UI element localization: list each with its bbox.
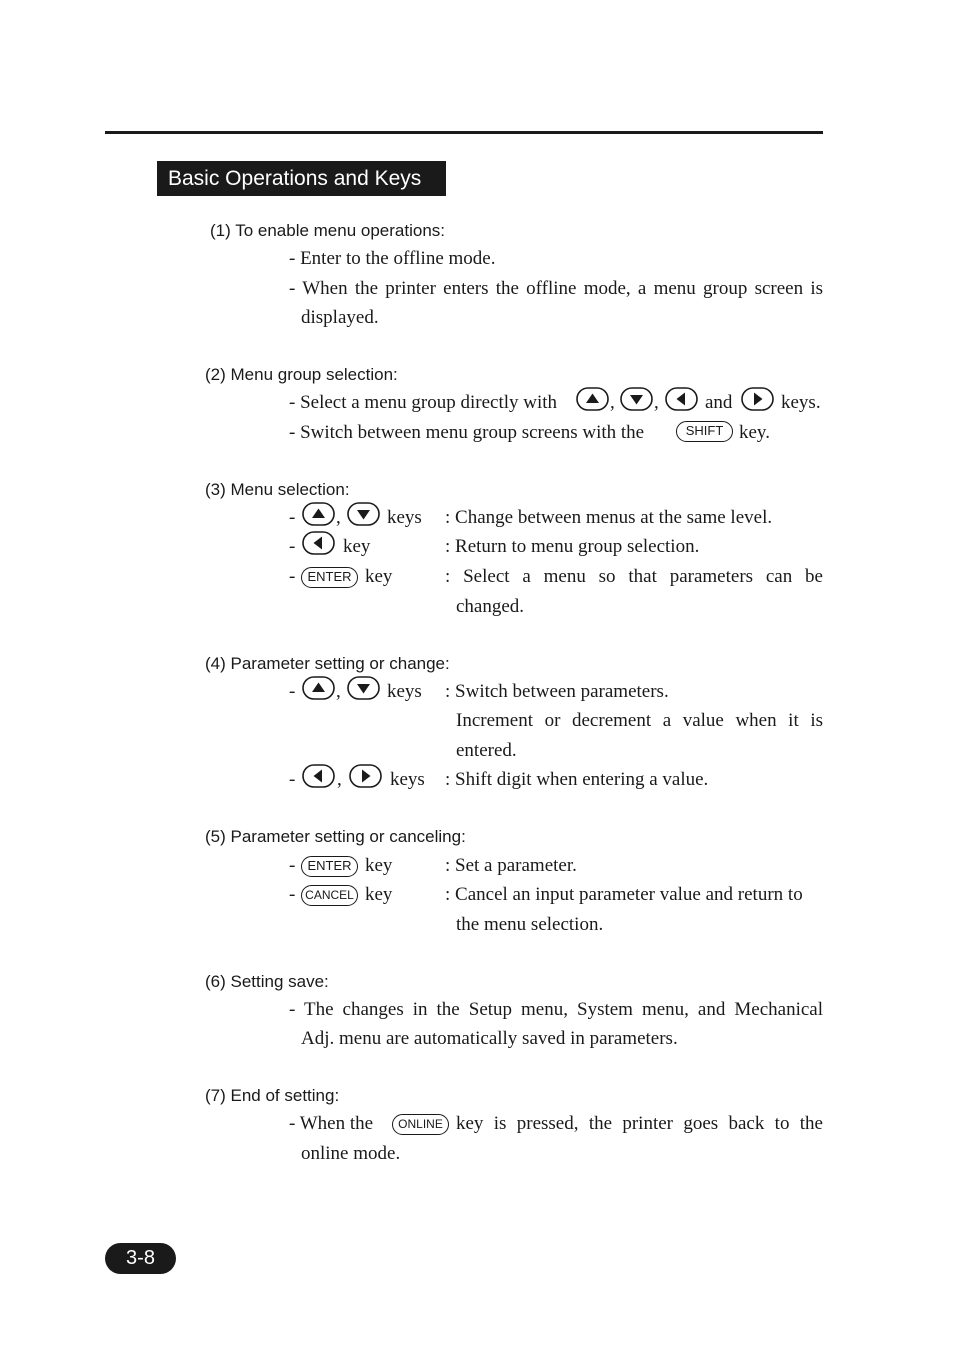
s3-dash-3: - (289, 566, 296, 587)
s5-desc-2: : Cancel an input parameter value and return to (445, 884, 803, 905)
up-arrow-key-icon (302, 676, 336, 701)
s2-keys: keys. (781, 392, 821, 413)
heading-6: (6) Setting save: (205, 972, 329, 991)
s3-key-2: key (343, 536, 371, 557)
s2-line-1: - Select a menu group directly with (289, 392, 558, 413)
s5-dash-2: - (289, 884, 296, 905)
shift-key-icon: SHIFT (676, 421, 733, 442)
s3-desc-3: : Select a menu so that parameters can be (445, 566, 823, 587)
s2-and: and (705, 392, 733, 413)
down-arrow-key-icon (347, 676, 381, 701)
enter-key-icon: ENTER (301, 567, 358, 588)
s5-dash-1: - (289, 855, 296, 876)
s7-line-2: online mode. (301, 1143, 401, 1164)
down-arrow-key-icon (620, 387, 654, 412)
s5-desc-1: : Set a parameter. (445, 855, 577, 876)
s3-desc-3b: changed. (456, 596, 525, 617)
header-rule (105, 131, 823, 134)
s4-desc-1: : Switch between parameters. (445, 681, 669, 702)
s4-dash-1: - (289, 681, 296, 702)
left-arrow-key-icon (665, 387, 699, 412)
page-number: 3-8 (105, 1243, 176, 1274)
s7-line-1a: - When the (289, 1113, 374, 1134)
s2-comma-1: , (610, 392, 615, 413)
s4-keys-2: keys (390, 769, 425, 790)
s3-desc-2: : Return to menu group selection. (445, 536, 700, 557)
up-arrow-key-icon (302, 502, 336, 527)
up-arrow-key-icon (576, 387, 610, 412)
s5-key-2: key (365, 884, 393, 905)
right-arrow-key-icon (741, 387, 775, 412)
enter-key-icon: ENTER (301, 856, 358, 877)
cancel-key-icon: CANCEL (301, 885, 358, 906)
s2-line-2: - Switch between menu group screens with the (289, 422, 645, 443)
s4-desc-2: : Shift digit when entering a value. (445, 769, 709, 790)
online-key-icon: ONLINE (392, 1114, 449, 1135)
s7-line-1b: key is pressed, the printer goes back to the (456, 1113, 823, 1134)
s6-line-2: Adj. menu are automatically saved in parameters. (301, 1028, 678, 1049)
s4-keys-1: keys (387, 681, 422, 702)
heading-7: (7) End of setting: (205, 1086, 340, 1105)
s5-key-1: key (365, 855, 393, 876)
heading-2: (2) Menu group selection: (205, 365, 398, 384)
heading-3: (3) Menu selection: (205, 480, 350, 499)
s1-line-1: - Enter to the offline mode. (289, 248, 496, 269)
heading-4: (4) Parameter setting or change: (205, 654, 450, 673)
s3-key-3: key (365, 566, 393, 587)
s3-comma: , (336, 507, 341, 528)
s4-desc-1b: Increment or decrement a value when it is (456, 710, 823, 731)
s4-dash-2: - (289, 769, 296, 790)
s3-dash-2: - (289, 536, 296, 557)
s5-desc-2b: the menu selection. (456, 914, 604, 935)
s2-key: key. (739, 422, 770, 443)
section-title: Basic Operations and Keys (157, 161, 446, 196)
s3-keys-1: keys (387, 507, 422, 528)
heading-1: (1) To enable menu operations: (210, 221, 446, 240)
down-arrow-key-icon (347, 502, 381, 527)
right-arrow-key-icon (349, 764, 383, 789)
s3-dash-1: - (289, 507, 296, 528)
left-arrow-key-icon (302, 764, 336, 789)
s6-line-1: - The changes in the Setup menu, System menu, and Mechanical (289, 999, 823, 1020)
s1-line-2: - When the printer enters the offline mode, a menu group screen is (289, 278, 823, 299)
s2-comma-2: , (654, 392, 659, 413)
left-arrow-key-icon (302, 531, 336, 556)
s4-desc-1c: entered. (456, 740, 517, 761)
s4-comma-2: , (337, 769, 342, 790)
heading-5: (5) Parameter setting or canceling: (205, 827, 466, 846)
s1-line-3: displayed. (301, 307, 379, 328)
s4-comma-1: , (336, 681, 341, 702)
s3-desc-1: : Change between menus at the same level. (445, 507, 773, 528)
